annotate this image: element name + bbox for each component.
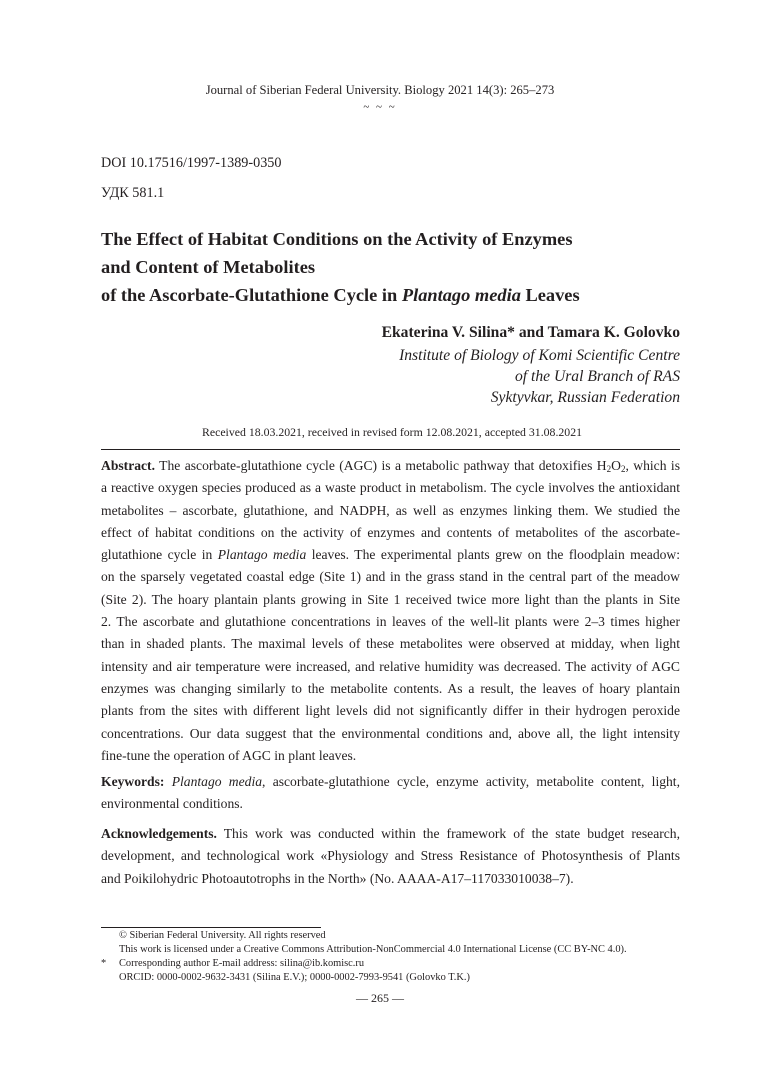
- keywords-line: environmental conditions.: [101, 796, 243, 812]
- abstract-line: than in shaded plants. The maximal levels of these metabolites were observed at midday, when light: [101, 636, 680, 652]
- ack-line: Acknowledgements. This work was conducted within the framework of the state budget research,: [101, 826, 680, 841]
- article-title: [101, 225, 701, 309]
- abstract-line: concentrations. Our data suggest that the environmental conditions and, above all, the light intensity: [101, 725, 680, 741]
- title-line: of the Ascorbate-Glutathione Cycle in Plantago media Leaves: [101, 285, 580, 305]
- divider: [101, 449, 680, 450]
- journal-header: Journal of Siberian Federal University. Biology 2021 14(3): 265–273: [205, 83, 555, 97]
- abstract-line: on the sparsely vegetated coastal edge (Site 1) and in the grass stand in the central part of the meadow: [101, 569, 680, 585]
- ack-label: Acknowledgements.: [101, 826, 217, 841]
- affiliation: [399, 345, 680, 408]
- footnote-star: *: [101, 958, 107, 969]
- abstract-line: effect of habitat conditions on the activity of enzymes and contents of metabolites of the ascorbate-: [101, 524, 680, 540]
- footnote-orcid: ORCID: 0000-0002-9632-3431 (Silina E.V.); 0000-0002-7993-9541 (Golovko T.K.): [119, 972, 470, 983]
- received-dates: Received 18.03.2021, received in revised form 12.08.2021, accepted 31.08.2021: [201, 425, 582, 439]
- keywords-label: Keywords:: [101, 774, 165, 789]
- udk-code: УДК 581.1: [101, 185, 165, 201]
- keywords: [101, 771, 680, 816]
- header-ornament: ~ ~ ~: [363, 101, 397, 113]
- title-line: and Content of Metabolites: [101, 257, 316, 277]
- footnote-corresponding: Corresponding author E-mail address: silina@ib.komisc.ru: [119, 958, 365, 969]
- abstract: [101, 455, 680, 767]
- abstract-line: enzymes was changing similarly to the metabolite contents. As a result, the leaves of hoary plantain: [101, 680, 680, 696]
- affiliation-line: Institute of Biology of Komi Scientific Centre: [399, 347, 680, 364]
- title-line: The Effect of Habitat Conditions on the Activity of Enzymes: [101, 229, 573, 249]
- abstract-line: glutathione cycle in Plantago media leaves. The experimental plants grew on the floodplain meadow:: [101, 547, 681, 563]
- keywords-line: Keywords: Plantago media, ascorbate-glutathione cycle, enzyme activity, metabolite content, light,: [101, 774, 680, 789]
- abstract-line: fine-tune the operation of AGC in plant leaves.: [101, 747, 357, 763]
- abstract-line: Abstract. The ascorbate-glutathione cycle (AGC) is a metabolic pathway that detoxifies $H_2O_2$, which is: [101, 458, 681, 474]
- abstract-label: Abstract.: [101, 458, 155, 473]
- page-number: — 265 —: [356, 991, 404, 1005]
- footnote-copyright: © Siberian Federal University. All rights reserved: [119, 930, 326, 941]
- footnote-license: This work is licensed under a Creative Commons Attribution-NonCommercial 4.0 International License (CC BY-NC 4.0).: [119, 944, 627, 955]
- abstract-line: plants from the sites with different light levels did not significantly differ in their hydrogen peroxide: [101, 703, 680, 719]
- ack-line: and Poikilohydric Photoautotrophs in the North» (No. AAAA-A17–117033010038–7).: [101, 870, 574, 886]
- footnote-divider: [101, 927, 321, 928]
- abstract-line: (Site 2). The hoary plantain plants growing in Site 1 received twice more light than the plants in Site: [101, 591, 680, 607]
- author-names: Ekaterina V. Silina* and Tamara K. Golovko: [381, 324, 680, 341]
- affiliation-line: Syktyvkar, Russian Federation: [490, 389, 680, 406]
- species-name: Plantago media: [401, 285, 521, 305]
- acknowledgements: [101, 823, 680, 890]
- ack-line: development, and technological work «Physiology and Stress Resistance of Photosynthesis of Plants: [101, 848, 680, 864]
- abstract-line: 2. The ascorbate and glutathione concentrations in leaves of the well-lit plants were 2–3 times higher: [101, 614, 680, 630]
- affiliation-line: of the Ural Branch of RAS: [514, 368, 680, 385]
- abstract-line: metabolites – ascorbate, glutathione, and NADPH, as well as enzymes linking them. We studied the: [101, 502, 680, 518]
- abstract-line: a reactive oxygen species produced as a waste product in metabolism. The cycle involves the antioxidant: [101, 480, 680, 496]
- abstract-line: intensity and air temperature were increased, and relative humidity was decreased. The activity of AGC: [101, 658, 680, 674]
- doi: DOI 10.17516/1997-1389-0350: [101, 155, 282, 171]
